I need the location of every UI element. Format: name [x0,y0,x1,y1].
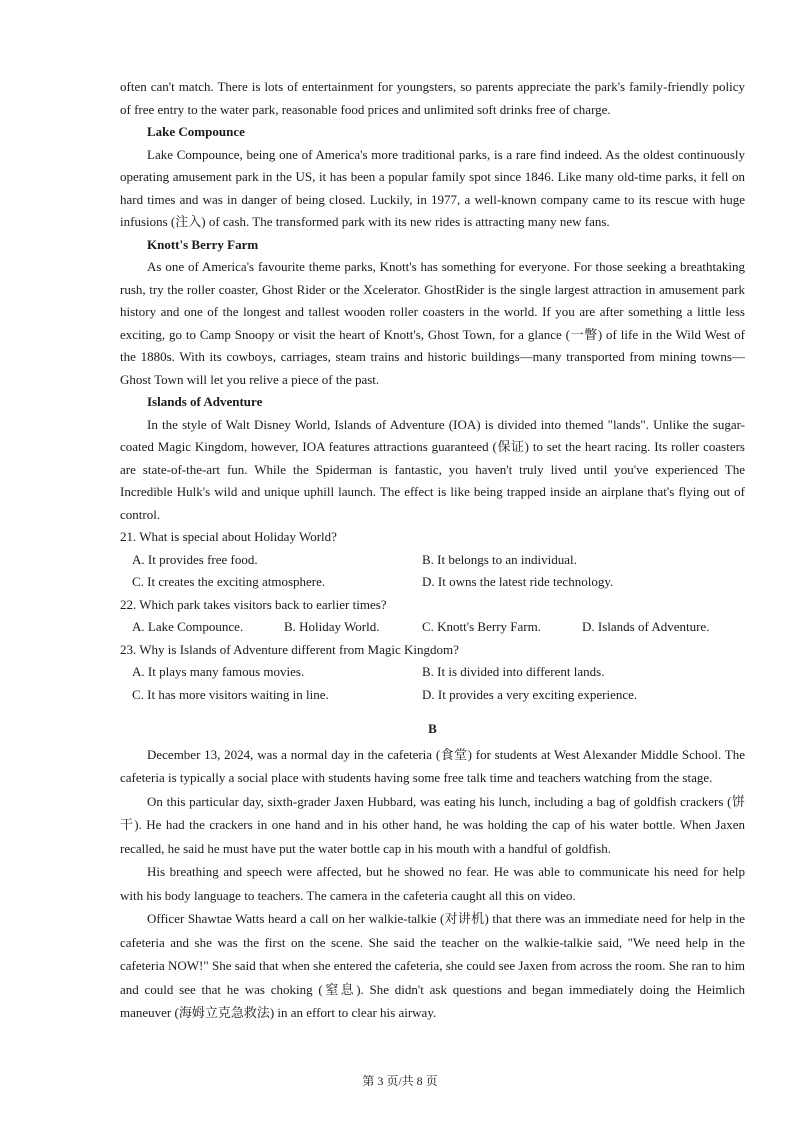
option-d: D. Islands of Adventure. [582,619,710,634]
question-21 [120,526,745,594]
page-content [120,76,745,1025]
passage-paragraph: On this particular day, sixth-grader Jaxen Hubbard, was eating his lunch, including a bag of goldfish crackers (饼干). He had the crackers in one hand and in his other hand, he was holding the cap of his water bottle. When Jaxen recalled, he said he must have put the water bottle cap in his mouth with a handful of goldfish. [120,793,745,856]
option-b: B. It is divided into different lands. [422,664,605,679]
passage-paragraph: often can't match. There is lots of entertainment for youngsters, so parents appreciate the park's family-friendly policy of free entry to the water park, reasonable food prices and unlimited soft drinks free of charge. [120,79,745,117]
section-heading-islands-of-adventure: Islands of Adventure [147,394,263,409]
passage-paragraph: December 13, 2024, was a normal day in the cafeteria (食堂) for students at West Alexander Middle School. The cafeteria is typically a social place with students having some free talk time and teachers watching from the stage. [120,746,745,785]
question-options [120,616,745,639]
passage-paragraph: As one of America's favourite theme parks, Knott's has something for everyone. For those seeking a breathtaking rush, try the roller coaster, Ghost Rider or the Xcelerator. GhostRider is the single largest attraction in amusement park history and one of the longest and tallest wooden roller coasters in the world. If you are after something a little less exciting, go to Camp Snoopy or visit the heart of Knott's, Ghost Town, for a glance (一瞥) of life in the Wild West of the 1880s. With its cowboys, carriages, steam trains and historic buildings—many transported from mining towns—Ghost Town will let you relive a piece of the past. [120,259,745,387]
option-c: C. Knott's Berry Farm. [422,619,541,634]
option-a: A. It plays many famous movies. [132,664,305,679]
section-heading-knotts-berry-farm: Knott's Berry Farm [147,236,259,252]
passage-b [120,743,745,1025]
option-b: B. Holiday World. [284,619,380,634]
question-22 [120,594,745,639]
passage-paragraph: In the style of Walt Disney World, Islands of Adventure (IOA) is divided into themed "lands". Unlike the sugar-coated Magic Kingdom, however, IOA features attractions guaranteed (保证) to set the heart racing. Its roller coasters are state-of-the-art fun. While the Spiderman is fantastic, you haven't truly lived until you've experienced The Incredible Hulk's wild and unique uphill launch. The effect is like being trapped inside an airplane that's flying out of control. [120,416,745,522]
passage-paragraph: Lake Compounce, being one of America's more traditional parks, is a rare find indeed. As the oldest continuously operating amusement park in the US, it has been a popular family spot since 1846. Like many old-time parks, it fell on hard times and was in danger of being closed. Luckily, in 1977, a well-known company came to its rescue with huge infusions (注入) of cash. The transformed park with its new rides is attracting many new fans. [120,146,745,229]
passage-paragraph: His breathing and speech were affected, but he showed no fear. He was able to communicate his need for help with his body language to teachers. The camera in the cafeteria caught all this on video. [120,864,745,903]
option-a: A. It provides free food. [132,551,258,567]
option-c: C. It creates the exciting atmosphere. [132,574,326,589]
question-stem: 23. Why is Islands of Adventure different from Magic Kingdom? [120,641,459,657]
passage-paragraph: Officer Shawtae Watts heard a call on her walkie-talkie (对讲机) that there was an immediate need for help in the cafeteria and she was the first on the scene. She said the teacher on the walkie-talkie said, "We need help in the cafeteria NOW!" She said that when she entered the cafeteria, she could see Jaxen from across the room. She ran to him and could see that he was choking (窒息). She didn't ask questions and began immediately doing the Heimlich maneuver (海姆立克急救法) in an effort to clear his airway. [120,911,745,1020]
section-b-label: B [428,721,437,736]
option-a: A. Lake Compounce. [132,619,244,634]
section-heading-lake-compounce: Lake Compounce [147,124,245,139]
option-b: B. It belongs to an individual. [422,551,577,567]
option-d: D. It provides a very exciting experience. [422,686,638,702]
question-stem: 22. Which park takes visitors back to earlier times? [120,596,387,612]
option-c: C. It has more visitors waiting in line. [132,686,329,702]
question-options [120,661,745,706]
question-stem: 21. What is special about Holiday World? [120,529,337,544]
question-23 [120,639,745,707]
question-options [120,549,745,594]
option-d: D. It owns the latest ride technology. [422,574,614,589]
page-footer: 第 3 页/共 8 页 [362,1074,438,1088]
